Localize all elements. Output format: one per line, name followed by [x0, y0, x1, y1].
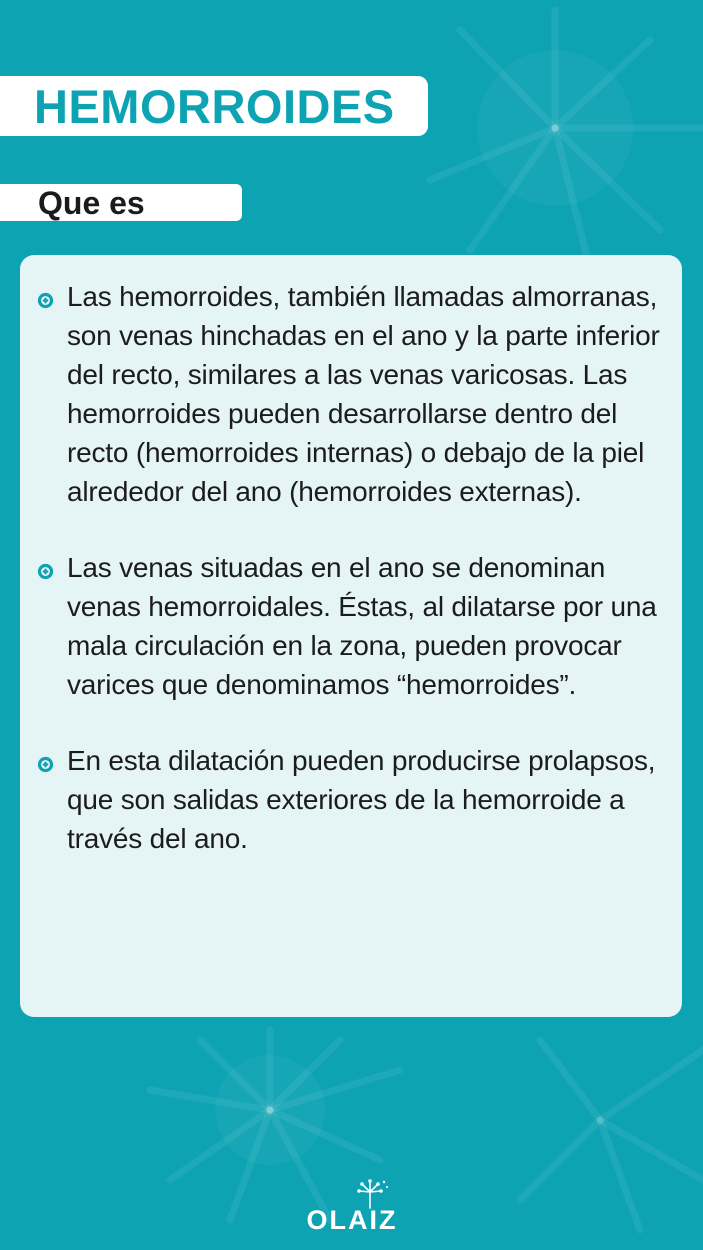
- bullet-item: [36, 277, 682, 511]
- bullet-text: Las hemorroides, también llamadas almorranas, son venas hinchadas en el ano y la parte inferior del recto, similares a las venas varicosas. Las hemorroides pueden desarrollarse dentro del recto (hemorroides internas) o debajo de la piel alrededor del ano (hemorroides externas).: [67, 281, 660, 507]
- bullet-text: Las venas situadas en el ano se denominan venas hemorroidales. Éstas, al dilatarse por una mala circulación en la zona, pueden provocar varices que denominamos “hemorroides”.: [67, 552, 657, 700]
- bullet-item: [36, 548, 682, 704]
- plus-circle-icon: [36, 291, 55, 310]
- logo-wordmark: OLAIZ: [306, 1205, 398, 1235]
- bullet-text: En esta dilatación pueden producirse prolapsos, que son salidas exteriores de la hemorroide a través del ano.: [67, 745, 656, 854]
- content-card: [20, 255, 682, 1017]
- page-title: HEMORROIDES: [34, 79, 395, 133]
- bullet-item: [36, 741, 682, 858]
- subtitle-banner: [0, 184, 242, 221]
- plus-circle-icon: [36, 755, 55, 774]
- brand-logo: [300, 1178, 404, 1234]
- plus-circle-icon: [36, 562, 55, 581]
- title-banner: [0, 76, 428, 136]
- section-subtitle: Que es: [38, 184, 145, 221]
